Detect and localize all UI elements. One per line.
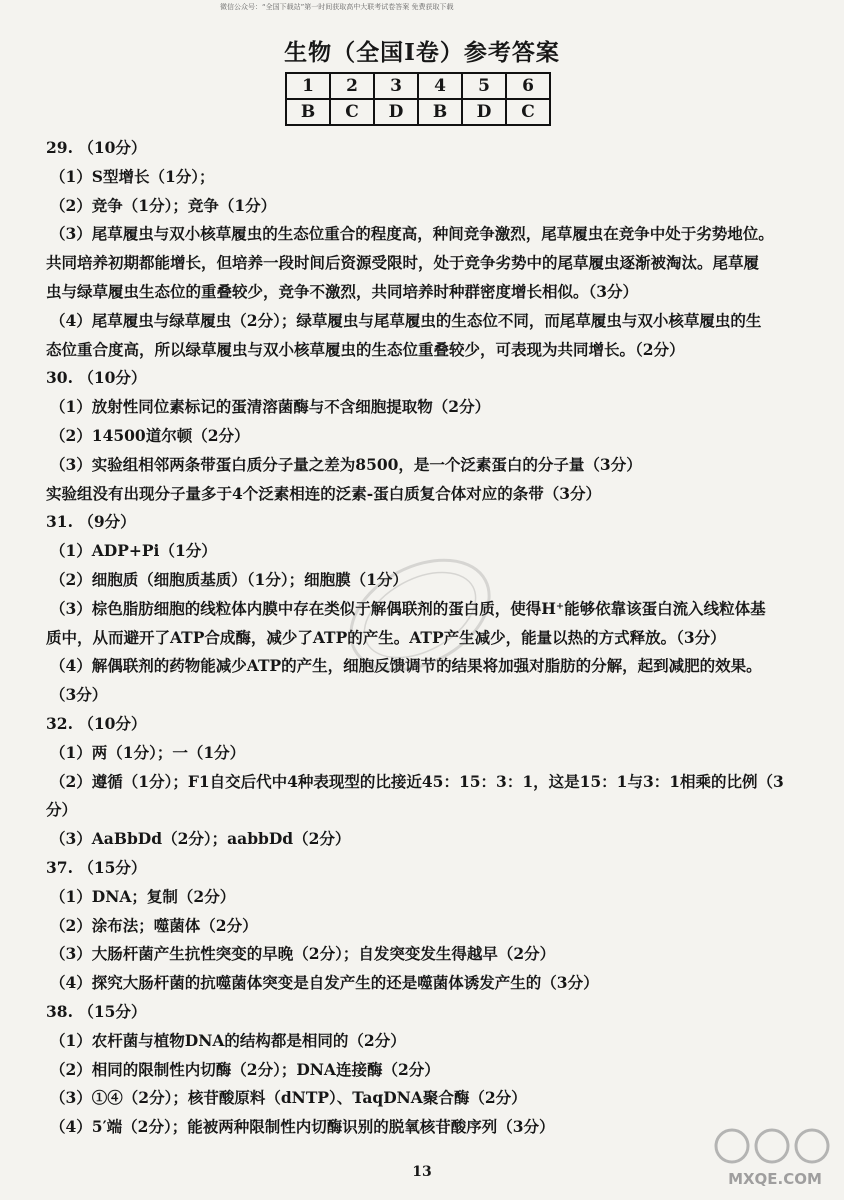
answer-line: （2）14500道尔顿（2分）	[50, 425, 250, 445]
answer-line: （4）探究大肠杆菌的抗噬菌体突变是自发产生的还是噬菌体诱发产生的（3分）	[50, 973, 599, 993]
answer-line: （3）实验组相邻两条带蛋白质分子量之差为8500，是一个泛素蛋白的分子量（3分）	[50, 454, 642, 474]
answer-line: （3）大肠杆菌产生抗性突变的早晚（2分）；自发突变发生得越早（2分）	[50, 944, 556, 964]
page-number: 13	[412, 1164, 432, 1180]
answer-line: （1）两（1分）；一（1分）	[50, 742, 246, 762]
question-number: 6	[506, 73, 550, 99]
answer-line: 质中，从而避开了ATP合成酶，减少了ATP的产生。ATP产生减少，能量以热的方式释放。（3分）	[46, 627, 726, 647]
answer-line: 实验组没有出现分子量多于4个泛素相连的泛素-蛋白质复合体对应的条带（3分）	[46, 483, 602, 503]
answer-line: （3）①④（2分）；核苷酸原料（dNTP）、TaqDNA聚合酶（2分）	[50, 1088, 527, 1108]
page-title: 生物（全国Ⅰ卷）参考答案	[284, 39, 560, 66]
top-note: 微信公众号：“全国下载站”第一时间获取高中大联考试卷答案 免费获取下载	[220, 3, 454, 11]
answer-line: （2）细胞质（细胞质基质）（1分）；细胞膜（1分）	[50, 569, 408, 589]
answer-cell: D	[374, 99, 418, 125]
answer-table-answers-row	[286, 99, 550, 125]
answer-line: （1）农杆菌与植物DNA的结构都是相同的（2分）	[50, 1030, 406, 1050]
section-heading-32: 32. （10分）	[46, 713, 147, 733]
answer-line: （3）尾草履虫与双小核草履虫的生态位重合的程度高，种间竞争激烈，尾草履虫在竞争中处于劣势地位。	[50, 224, 774, 244]
question-number: 2	[330, 73, 374, 99]
answer-line: 分）	[46, 800, 78, 820]
answer-table	[285, 72, 551, 126]
answer-line: （2）涂布法；噬菌体（2分）	[50, 915, 258, 935]
answer-line: （4）尾草履虫与绿草履虫（2分）；绿草履虫与尾草履虫的生态位不同，而尾草履虫与双小核草履虫的生	[50, 310, 762, 330]
answer-line: 共同培养初期都能增长，但培养一段时间后资源受限时，处于竞争劣势中的尾草履虫逐渐被淘汰。尾草履	[46, 253, 760, 273]
answer-line: （3）棕色脂肪细胞的线粒体内膜中存在类似于解偶联剂的蛋白质，使得H⁺能够依靠该蛋白流入线粒体基	[50, 598, 766, 618]
section-heading-37: 37. （15分）	[46, 857, 147, 877]
answer-cell: D	[462, 99, 506, 125]
answer-table-numbers-row	[286, 73, 550, 99]
answer-line: （1）S型增长（1分）；	[50, 166, 215, 186]
answer-line: （1）DNA；复制（2分）	[50, 886, 236, 906]
section-heading-30: 30. （10分）	[46, 368, 147, 388]
question-number: 4	[418, 73, 462, 99]
answer-line: （2）竞争（1分）；竞争（1分）	[50, 195, 277, 215]
section-heading-31: 31. （9分）	[46, 512, 136, 532]
answer-line: 态位重合度高，所以绿草履虫与双小核草履虫的生态位重叠较少，可表现为共同增长。（2分）	[46, 339, 685, 359]
answer-line: （4）解偶联剂的药物能减少ATP的产生，细胞反馈调节的结果将加强对脂肪的分解，起到减肥的效果。	[50, 656, 762, 676]
answer-line: （4）5′端（2分）；能被两种限制性内切酶识别的脱氧核苷酸序列（3分）	[50, 1117, 555, 1137]
answer-line: （1）ADP+Pi（1分）	[50, 541, 217, 561]
section-heading-38: 38. （15分）	[46, 1001, 147, 1021]
answer-line: （1）放射性同位素标记的蛋清溶菌酶与不含细胞提取物（2分）	[50, 397, 491, 417]
answer-line: （2）相同的限制性内切酶（2分）；DNA连接酶（2分）	[50, 1059, 440, 1079]
watermark-logo-icon	[710, 1122, 840, 1192]
answer-cell: C	[506, 99, 550, 125]
section-heading-29: 29. （10分）	[46, 138, 147, 157]
answer-cell: B	[286, 99, 330, 125]
question-number: 5	[462, 73, 506, 99]
answer-line: （3）AaBbDd（2分）；aabbDd（2分）	[50, 829, 351, 849]
answer-cell: B	[418, 99, 462, 125]
answer-line: （3分）	[50, 685, 108, 705]
watermark-text: MXQE.COM	[728, 1170, 822, 1188]
answer-cell: C	[330, 99, 374, 125]
question-number: 3	[374, 73, 418, 99]
answer-line: 虫与绿草履虫生态位的重叠较少，竞争不激烈，共同培养时种群密度增长相似。（3分）	[46, 281, 639, 301]
answer-line: （2）遵循（1分）；F1自交后代中4种表现型的比接近45：15：3：1，这是15：1与3：1相乘的比例（3	[50, 771, 784, 791]
question-number: 1	[286, 73, 330, 99]
